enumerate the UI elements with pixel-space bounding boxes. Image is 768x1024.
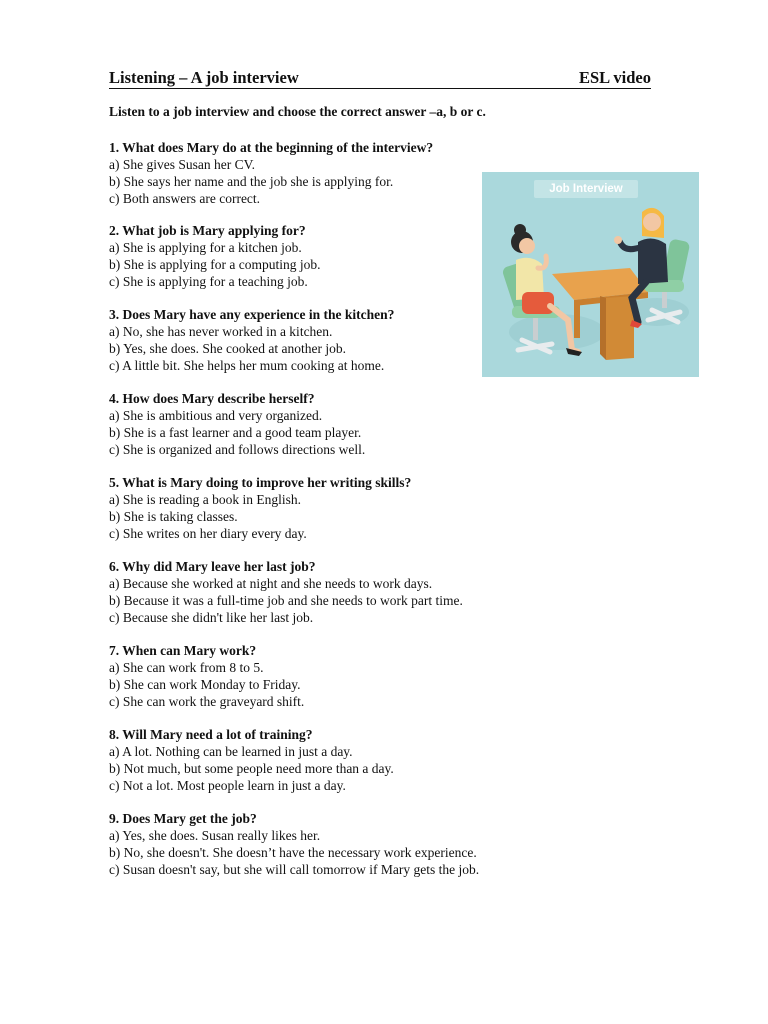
answer-option-c: c) She can work the graveyard shift. — [109, 694, 305, 709]
question-5 — [109, 474, 411, 542]
answer-option-a: a) She gives Susan her CV. — [109, 157, 255, 172]
answer-option-a: a) She is reading a book in English. — [109, 492, 301, 507]
answer-option-b: b) She is a fast learner and a good team player. — [109, 425, 362, 440]
answer-option-c: c) She is applying for a teaching job. — [109, 274, 308, 289]
question-6 — [109, 558, 463, 626]
answer-option-c: c) Susan doesn't say, but she will call tomorrow if Mary gets the job. — [109, 862, 480, 877]
illustration-caption: Job Interview — [534, 180, 638, 198]
question-3 — [109, 306, 394, 374]
question-text: 2. What job is Mary applying for? — [109, 223, 306, 238]
answer-option-c: c) Both answers are correct. — [109, 191, 261, 206]
question-text: 6. Why did Mary leave her last job? — [109, 559, 316, 574]
answer-option-b: b) She can work Monday to Friday. — [109, 677, 301, 692]
question-text: 1. What does Mary do at the beginning of the interview? — [109, 140, 434, 155]
question-text: 9. Does Mary get the job? — [109, 811, 257, 826]
question-text: 3. Does Mary have any experience in the kitchen? — [109, 307, 395, 322]
answer-option-b: b) Yes, she does. She cooked at another job. — [109, 341, 346, 356]
answer-option-b: b) Not much, but some people need more than a day. — [109, 761, 394, 776]
answer-option-c: c) Because she didn't like her last job. — [109, 610, 314, 625]
question-4 — [109, 390, 365, 458]
worksheet-header — [109, 67, 651, 89]
question-text: 7. When can Mary work? — [109, 643, 257, 658]
answer-option-b: b) She is taking classes. — [109, 509, 238, 524]
instructions: Listen to a job interview and choose the correct answer –a, b or c. — [109, 104, 486, 119]
answer-option-a: a) She can work from 8 to 5. — [109, 660, 264, 675]
worksheet-title: Listening – A job interview — [109, 68, 299, 87]
worksheet-source-label: ESL video — [579, 68, 651, 87]
answer-option-a: a) She is applying for a kitchen job. — [109, 240, 302, 255]
answer-option-b: b) She is applying for a computing job. — [109, 257, 321, 272]
answer-option-b: b) Because it was a full-time job and she needs to work part time. — [109, 593, 463, 608]
interview-scene-graphic — [482, 172, 699, 377]
answer-option-a: a) She is ambitious and very organized. — [109, 408, 323, 423]
answer-option-b: b) She says her name and the job she is applying for. — [109, 174, 394, 189]
answer-option-a: a) Yes, she does. Susan really likes her. — [109, 828, 321, 843]
answer-option-a: a) No, she has never worked in a kitchen. — [109, 324, 333, 339]
question-text: 5. What is Mary doing to improve her writing skills? — [109, 475, 412, 490]
answer-option-a: a) Because she worked at night and she needs to work days. — [109, 576, 433, 591]
answer-option-c: c) She is organized and follows directions well. — [109, 442, 366, 457]
job-interview-illustration — [482, 172, 699, 377]
question-text: 4. How does Mary describe herself? — [109, 391, 315, 406]
answer-option-a: a) A lot. Nothing can be learned in just a day. — [109, 744, 353, 759]
answer-option-c: c) She writes on her diary every day. — [109, 526, 307, 541]
question-9 — [109, 810, 479, 878]
question-8 — [109, 726, 394, 794]
question-7 — [109, 642, 304, 710]
question-2 — [109, 222, 320, 290]
answer-option-c: c) A little bit. She helps her mum cooking at home. — [109, 358, 385, 373]
question-1 — [109, 139, 433, 207]
answer-option-c: c) Not a lot. Most people learn in just a day. — [109, 778, 346, 793]
question-text: 8. Will Mary need a lot of training? — [109, 727, 313, 742]
answer-option-b: b) No, she doesn't. She doesn’t have the necessary work experience. — [109, 845, 477, 860]
